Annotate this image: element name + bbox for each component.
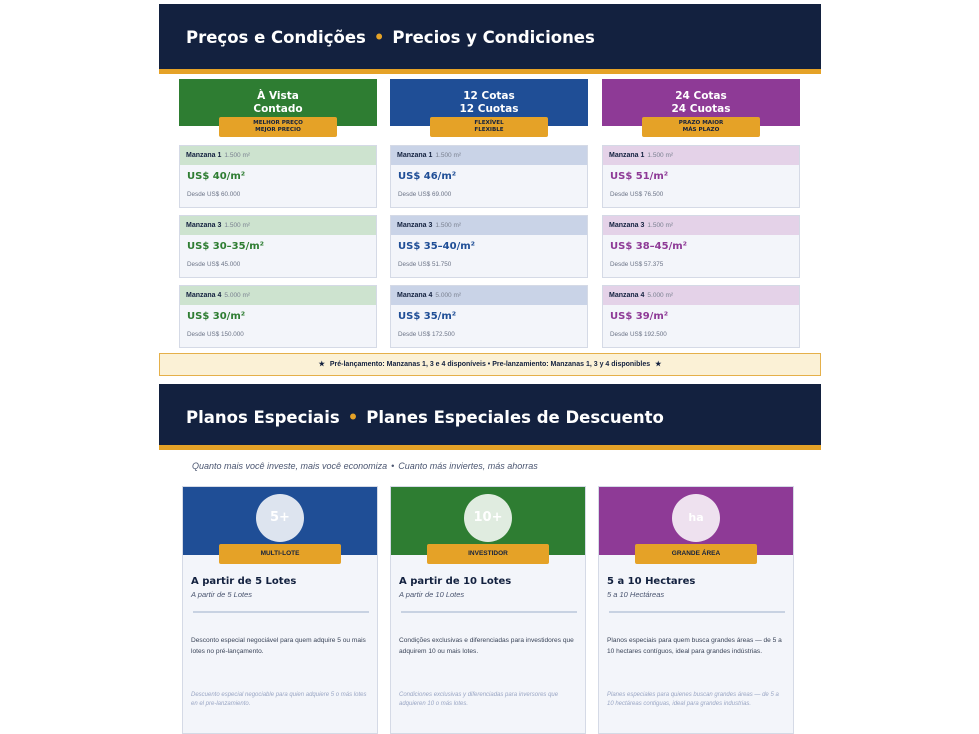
plan-description-pt: Planos especiais para quem busca grandes áreas — de 5 a 10 hectares contíguos, ideal para grandes indústrias.: [607, 637, 782, 655]
price-card-header: [603, 146, 799, 165]
column-title-es: 24 Cuotas: [671, 103, 731, 115]
plan-icon: ha: [672, 494, 720, 542]
price-value: US$ 51/m²: [610, 171, 669, 182]
badge-text-es: FLEXIBLE: [474, 127, 504, 133]
price-card: [179, 215, 377, 278]
area-label: 1.500 m²: [435, 152, 462, 159]
plan-card-investor: [390, 486, 586, 734]
column-title-pt: 12 Cotas: [463, 90, 515, 102]
plan-description-es: Descuento especial negociable para quien adquiere 5 o más lotes en el pre-lanzamiento.: [191, 692, 367, 707]
price-card-header: [391, 216, 587, 235]
divider: [193, 611, 369, 613]
title-dot: •: [373, 28, 385, 47]
subtitle-pt: Quanto mais você investe, mais você economiza: [192, 461, 388, 471]
price-from: Desde US$ 57.375: [610, 261, 664, 268]
price-value: US$ 35/m²: [398, 311, 457, 322]
price-card-header: [391, 286, 587, 305]
pricing-title-es: Precios y Condiciones: [392, 28, 595, 47]
subtitle-separator: •: [391, 461, 395, 471]
manzana-label: Manzana 3: [186, 222, 222, 229]
pricing-title-pt: Preços e Condições: [186, 28, 366, 47]
price-card: [602, 215, 800, 278]
price-from: Desde US$ 76.500: [610, 191, 664, 198]
plan-subtitle: A partir de 5 Lotes: [191, 590, 253, 599]
column-title-es: Contado: [253, 103, 303, 115]
manzana-label: Manzana 4: [397, 292, 433, 299]
price-card-header: [180, 286, 376, 305]
plan-badge: MULTI-LOTE: [219, 544, 341, 564]
price-card-header: [603, 216, 799, 235]
header-accent-bar: [159, 69, 821, 74]
price-from: Desde US$ 45.000: [187, 261, 241, 268]
plan-icon: 5+: [256, 494, 304, 542]
price-value: US$ 30/m²: [187, 311, 246, 322]
price-from: Desde US$ 51.750: [398, 261, 452, 268]
divider: [609, 611, 785, 613]
header-accent-bar: [159, 445, 821, 450]
price-card: [390, 285, 588, 348]
area-label: 5.000 m²: [435, 292, 462, 299]
plan-badge: INVESTIDOR: [427, 544, 549, 564]
area-label: 5.000 m²: [647, 292, 674, 299]
pricing-title: [186, 28, 595, 47]
column-badge: [642, 117, 760, 137]
badge-text-es: MÁS PLAZO: [682, 127, 720, 133]
manzana-label: Manzana 4: [186, 292, 222, 299]
price-from: Desde US$ 192.500: [610, 331, 667, 338]
price-value: US$ 30–35/m²: [187, 241, 265, 252]
pricing-header: [159, 4, 821, 74]
plan-title: A partir de 5 Lotes: [191, 576, 297, 587]
plan-card-multilote: [182, 486, 378, 734]
column-header-cash: [179, 79, 377, 133]
plan-title: 5 a 10 Hectares: [607, 576, 696, 587]
plans-title-es: Planes Especiales de Descuento: [366, 408, 664, 427]
price-card: [602, 285, 800, 348]
price-card-header: [603, 286, 799, 305]
badge-text-pt: MELHOR PREÇO: [253, 120, 303, 126]
column-header-24: [602, 79, 800, 133]
column-header-12: [390, 79, 588, 133]
badge-text-pt: FLEXÍVEL: [474, 120, 504, 126]
column-badge: [219, 117, 337, 137]
plan-card-large-area: [598, 486, 794, 734]
manzana-label: Manzana 1: [186, 152, 222, 159]
price-card: [390, 215, 588, 278]
plans-subtitle: [192, 461, 538, 471]
area-label: 1.500 m²: [224, 222, 251, 229]
plan-title: A partir de 10 Lotes: [399, 576, 512, 587]
price-card-header: [180, 146, 376, 165]
badge-text-pt: PRAZO MAIOR: [678, 120, 724, 126]
plan-description-pt: Condições exclusivas e diferenciadas para investidores que adquirem 10 ou mais lotes.: [399, 637, 574, 655]
price-value: US$ 39/m²: [610, 311, 669, 322]
column-title-pt: À Vista: [257, 90, 299, 102]
column-title-es: 12 Cuotas: [459, 103, 519, 115]
plan-icon: 10+: [464, 494, 512, 542]
price-from: Desde US$ 69.000: [398, 191, 452, 198]
badge-text-es: MEJOR PRECIO: [255, 127, 301, 133]
plan-description-es: Condiciones exclusivas y diferenciadas para inversores que adquieren 10 o más lotes.: [399, 692, 559, 707]
manzana-label: Manzana 1: [397, 152, 433, 159]
price-card: [390, 145, 588, 208]
price-value: US$ 40/m²: [187, 171, 246, 182]
price-card-header: [180, 216, 376, 235]
price-value: US$ 35–40/m²: [398, 241, 476, 252]
price-card: [602, 145, 800, 208]
price-value: US$ 46/m²: [398, 171, 457, 182]
area-label: 1.500 m²: [647, 222, 674, 229]
area-label: 1.500 m²: [647, 152, 674, 159]
divider: [401, 611, 577, 613]
price-card: [179, 285, 377, 348]
price-card: [179, 145, 377, 208]
manzana-label: Manzana 1: [609, 152, 645, 159]
price-card-header: [391, 146, 587, 165]
price-value: US$ 38–45/m²: [610, 241, 688, 252]
document-page: [159, 4, 821, 734]
area-label: 1.500 m²: [435, 222, 462, 229]
notice-text: Pré-lançamento: Manzanas 1, 3 e 4 disponíveis • Pre-lanzamiento: Manzanas 1, 3 y 4 disponibles: [329, 361, 651, 368]
plans-title: [186, 408, 664, 427]
manzana-label: Manzana 4: [609, 292, 645, 299]
star-icon: ★: [655, 361, 662, 368]
title-dot: •: [347, 408, 359, 427]
plan-badge: GRANDE ÁREA: [635, 544, 757, 564]
price-from: Desde US$ 150.000: [187, 331, 244, 338]
manzana-label: Manzana 3: [397, 222, 433, 229]
prelaunch-notice: [159, 353, 821, 376]
plans-title-pt: Planos Especiais: [186, 408, 340, 427]
plan-subtitle: 5 a 10 Hectáreas: [607, 590, 665, 599]
column-badge: [430, 117, 548, 137]
star-icon: ★: [318, 361, 325, 368]
price-from: Desde US$ 172.500: [398, 331, 455, 338]
subtitle-es: Cuanto más inviertes, más ahorras: [398, 461, 538, 471]
area-label: 1.500 m²: [224, 152, 251, 159]
price-from: Desde US$ 60.000: [187, 191, 241, 198]
manzana-label: Manzana 3: [609, 222, 645, 229]
column-title-pt: 24 Cotas: [675, 90, 727, 102]
area-label: 5.000 m²: [224, 292, 251, 299]
plan-subtitle: A partir de 10 Lotes: [399, 590, 465, 599]
plan-description-pt: Desconto especial negociável para quem adquire 5 ou mais lotes no pré-lançamento.: [191, 637, 366, 655]
plan-description-es: Planes especiales para quienes buscan grandes áreas — de 5 a 10 hectáreas contiguas, ideal para grandes industrias.: [607, 692, 779, 707]
plans-header: [159, 384, 821, 450]
